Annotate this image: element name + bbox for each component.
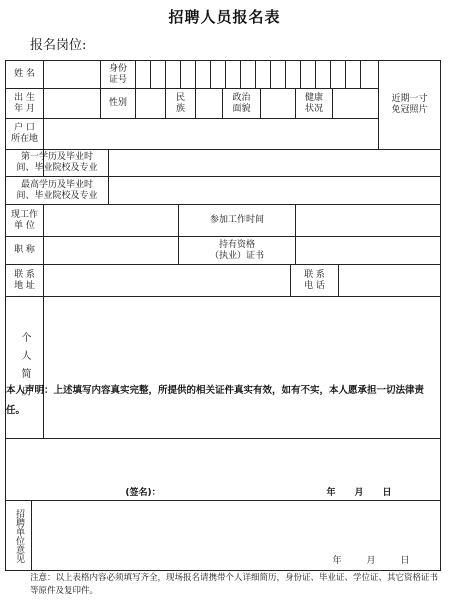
photo-placeholder[interactable]: 近期一寸 免冠照片 <box>391 94 428 115</box>
ethnicity-label: 民 族 <box>175 92 185 114</box>
opinion-year-label: 年 <box>332 555 342 566</box>
opinion-field[interactable] <box>32 501 440 553</box>
opinion-day-label: 日 <box>400 555 410 566</box>
work-unit-label: 现工作 单 位 <box>10 209 38 231</box>
household-label: 户 口 所在地 <box>10 123 38 144</box>
work-start-label: 参加工作时间 <box>209 215 264 225</box>
declaration-day-label: 日 <box>382 487 392 498</box>
opinion-label: 招聘单位意见 <box>14 508 24 563</box>
footnote: 注意：以上表格内容必须填写齐全，现场报名请携带个人详细简历，身份证、毕业证、学位证、其它资格证书等原件及复印件。 <box>30 573 439 596</box>
id-number-label: 身份 证号 <box>108 63 127 85</box>
form-title: 招聘人员报名表 <box>168 8 281 26</box>
phone-label: 联 系 电 话 <box>304 269 325 291</box>
first-education-label: 第一学历及毕业时 间、毕业院校及专业 <box>16 152 98 173</box>
opinion-month-label: 月 <box>366 555 376 566</box>
declaration-year-label: 年 <box>326 487 336 498</box>
signature-label: (签名)： <box>125 487 161 498</box>
qualification-label: 持有资格 （执业）证书 <box>209 239 264 261</box>
health-status-label: 健康 状况 <box>304 92 323 114</box>
resume-label: 个人简历 <box>19 331 30 404</box>
highest-education-label: 最高学历及毕业时 间、毕业院校及专业 <box>16 179 98 201</box>
household-field[interactable] <box>44 119 378 149</box>
name-label: 姓 名 <box>14 69 35 79</box>
name-field[interactable] <box>44 61 100 88</box>
registration-form-table <box>5 60 441 570</box>
declaration-month-label: 月 <box>354 487 364 498</box>
declaration-text: 本人声明：上述填写内容真实完整，所提供的相关证件真实有效，如有不实，本人愿承担一切法律责任。 <box>6 385 425 416</box>
address-label: 联 系 地 址 <box>14 269 35 291</box>
job-title-label: 职 称 <box>14 245 35 255</box>
post-applied-label: 报名岗位: <box>30 38 87 53</box>
gender-label: 性别 <box>108 98 127 108</box>
political-status-label: 政治 面貌 <box>232 92 251 114</box>
birth-date-label: 出 生 年 月 <box>14 92 35 114</box>
